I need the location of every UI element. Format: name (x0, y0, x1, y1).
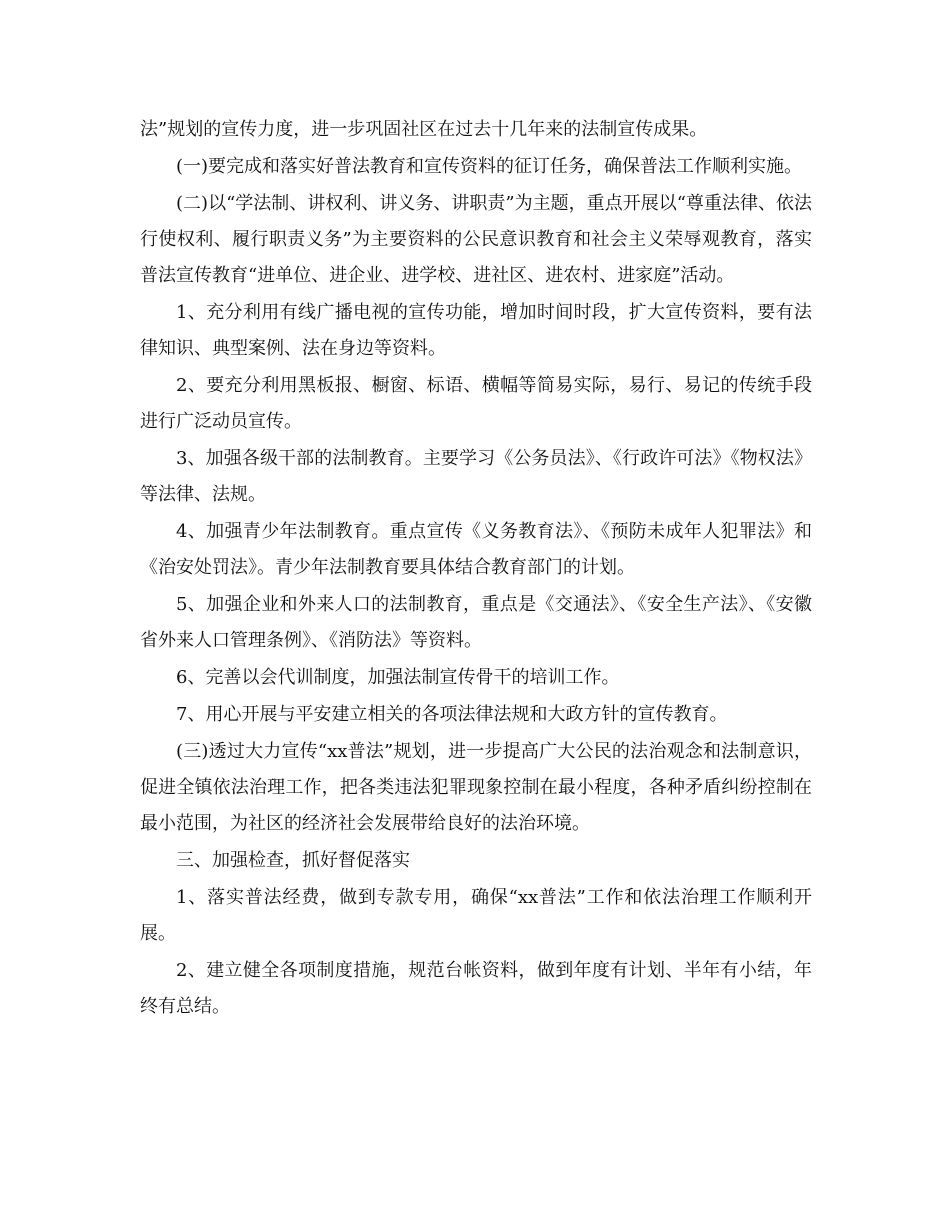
paragraph-section-point-2: 2、建立健全各项制度措施，规范台帐资料，做到年度有计划、半年有小结，年终有总结。 (140, 960, 812, 1017)
paragraph-item-1: (一)要完成和落实好普法教育和宣传资料的征订任务，确保普法工作顺利实施。 (176, 156, 803, 177)
paragraph-point-2: 2、要充分利用黑板报、橱窗、标语、横幅等简易实际，易行、易记的传统手段进行广泛动员宣传。 (140, 375, 812, 432)
paragraph-item-2: (二)以“学法制、讲权利、讲义务、讲职责”为主题，重点开展以“尊重法律、依法行使权利、履行职责义务”为主要资料的公民意识教育和社会主义荣辱观教育，落实普法宣传教育“进单位、进企业、进学校、进社区、进农村、进家庭”活动。 (140, 193, 812, 286)
document-body (140, 112, 812, 1026)
paragraph-point-6: 6、完善以会代训制度，加强法制宣传骨干的培训工作。 (176, 667, 620, 688)
paragraph-section-point-1: 1、落实普法经费，做到专款专用，确保“xx普法”工作和依法治理工作顺利开展。 (140, 887, 812, 944)
paragraph-point-5: 5、加强企业和外来人口的法制教育，重点是《交通法》、《安全生产法》、《安徽省外来人口管理条例》、《消防法》等资料。 (140, 594, 812, 651)
paragraph-item-3: (三)透过大力宣传“xx普法”规划，进一步提高广大公民的法治观念和法制意识，促进全镇依法治理工作，把各类违法犯罪现象控制在最小程度，各种矛盾纠纷控制在最小范围，为社区的经济社会发展带给良好的法治环境。 (140, 741, 812, 834)
paragraph-point-3: 3、加强各级干部的法制教育。主要学习《公务员法》、《行政许可法》《物权法》等法律、法规。 (140, 448, 812, 505)
paragraph-point-4: 4、加强青少年法制教育。重点宣传《义务教育法》、《预防未成年人犯罪法》和《治安处罚法》。青少年法制教育要具体结合教育部门的计划。 (140, 521, 812, 578)
section-heading: 三、加强检查，抓好督促落实 (176, 850, 410, 871)
paragraph-point-1: 1、充分利用有线广播电视的宣传功能，增加时间时段，扩大宣传资料，要有法律知识、典型案例、法在身边等资料。 (140, 302, 812, 359)
paragraph-point-7: 7、用心开展与平安建立相关的各项法律法规和大政方针的宣传教育。 (176, 704, 728, 725)
paragraph-continuation: 法”规划的宣传力度，进一步巩固社区在过去十几年来的法制宣传成果。 (140, 119, 708, 140)
